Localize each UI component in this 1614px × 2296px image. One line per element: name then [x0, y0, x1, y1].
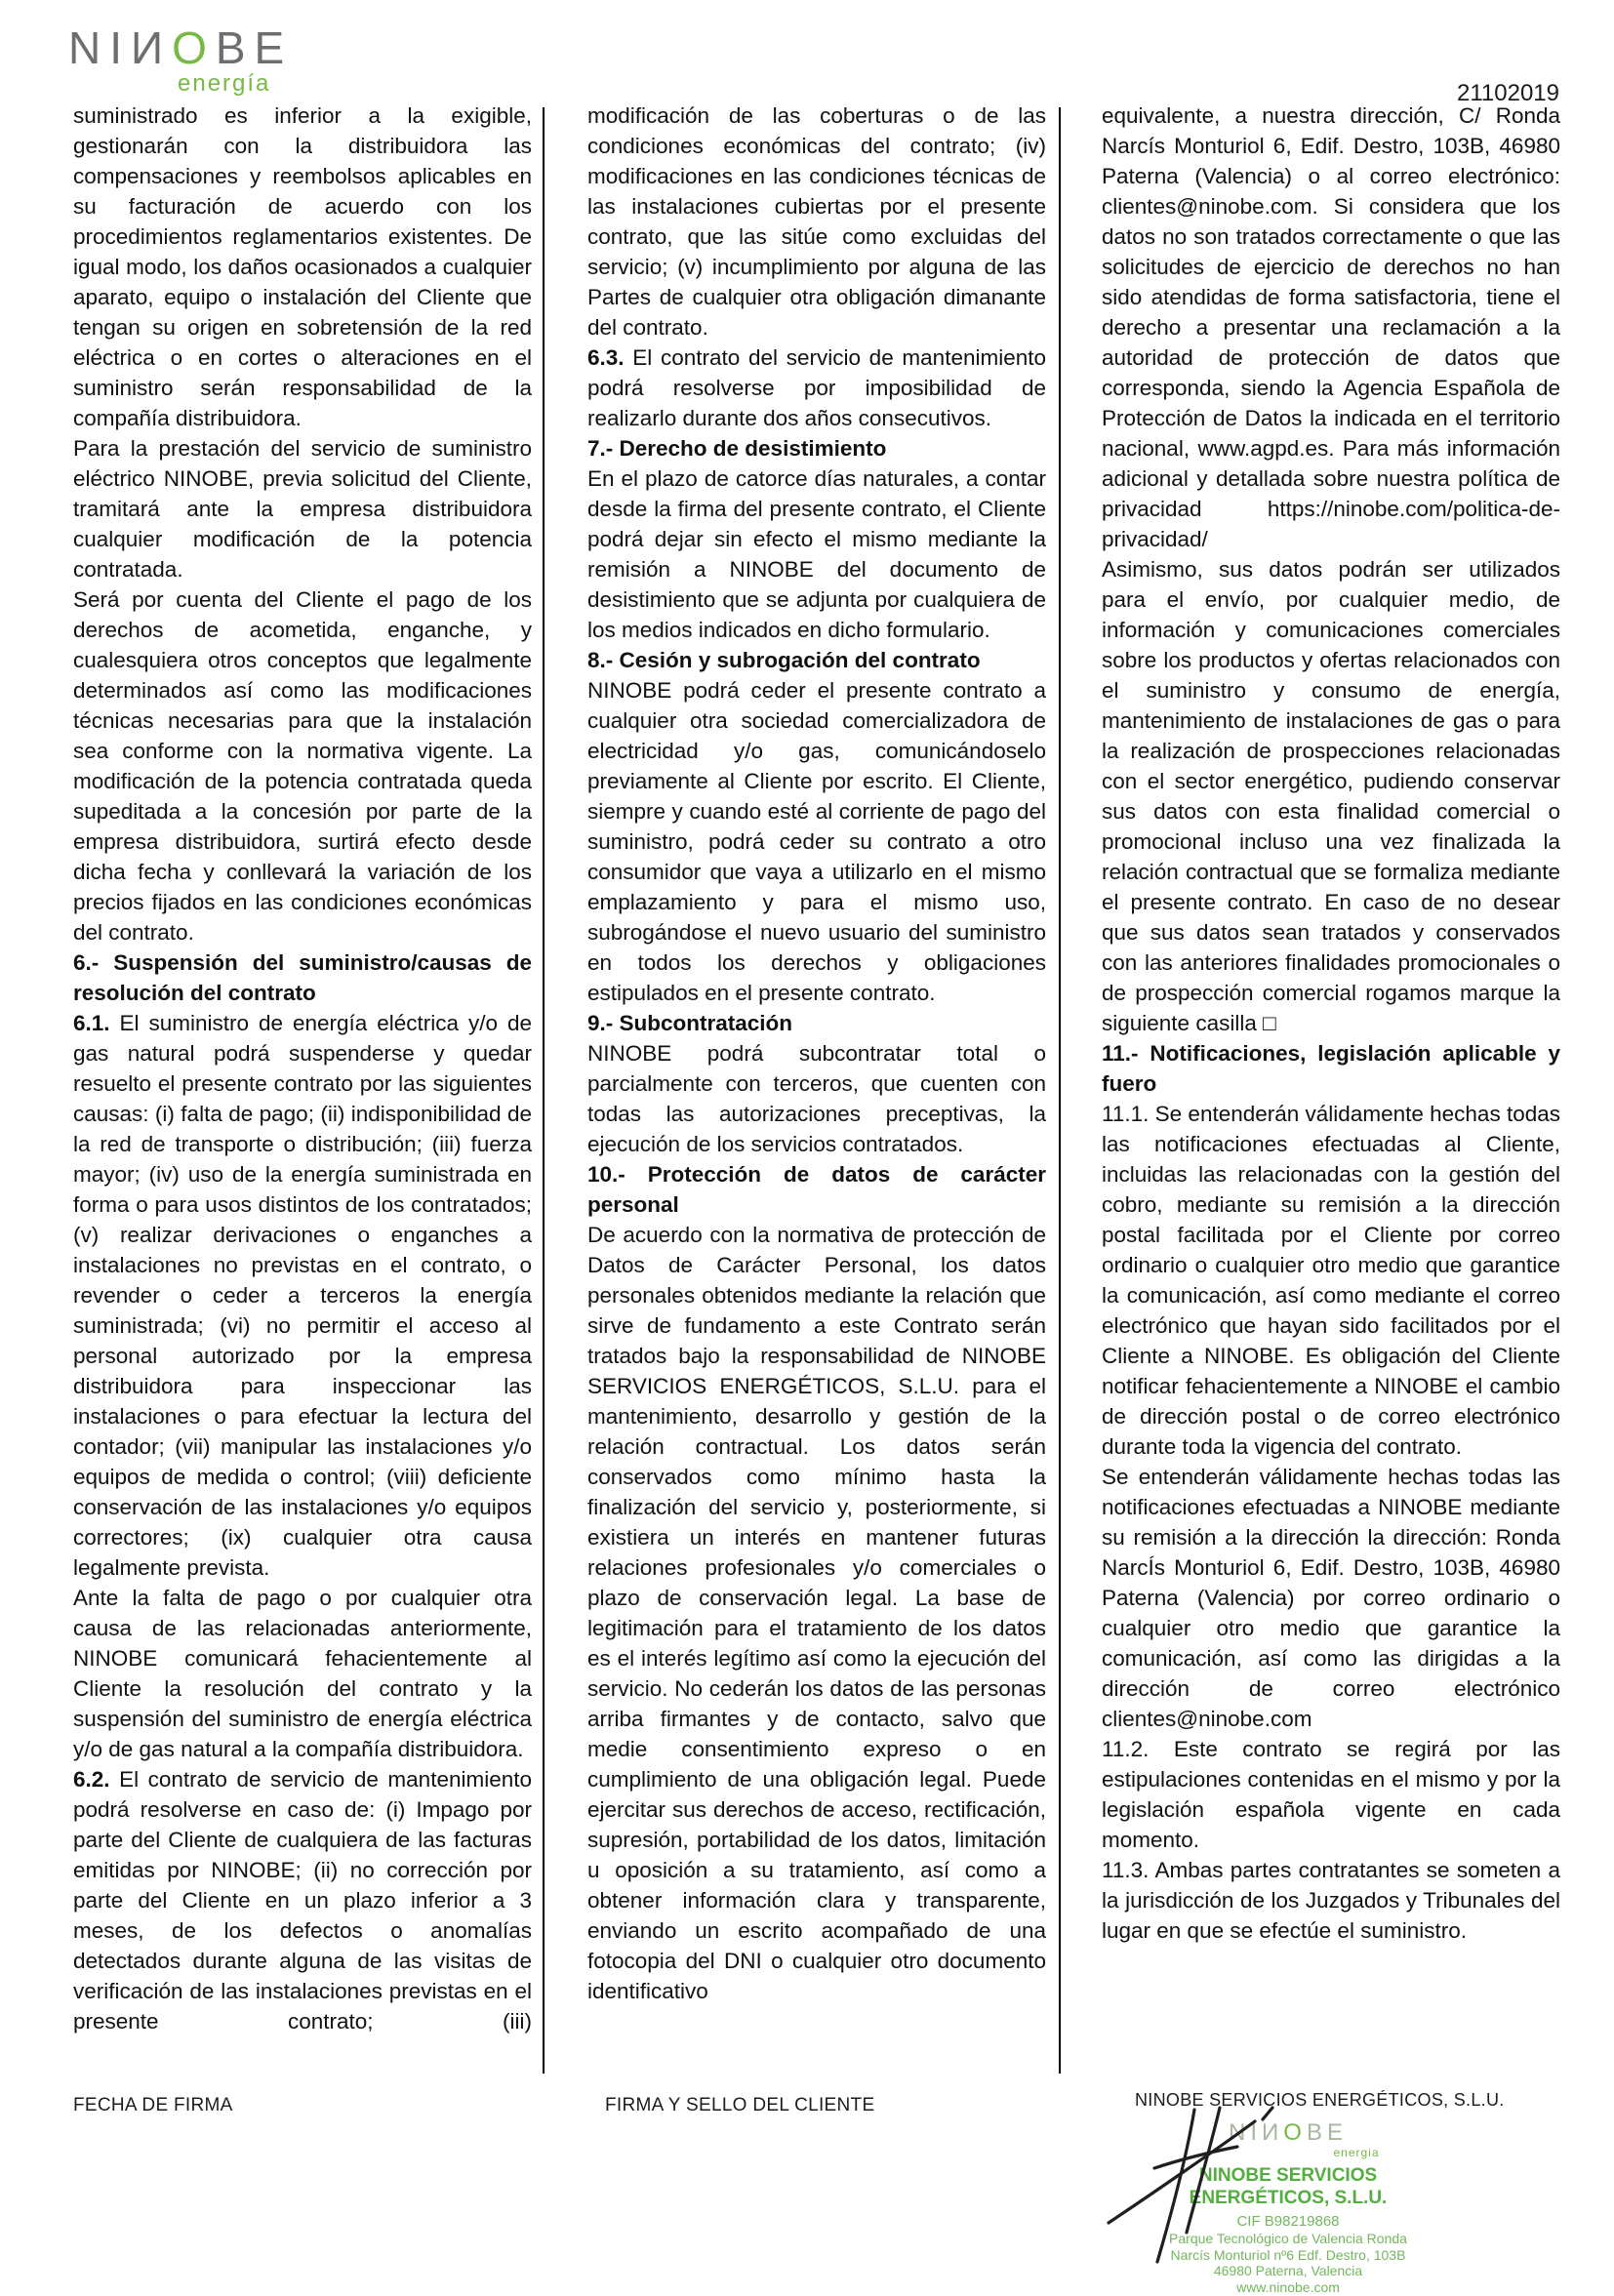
paragraph: 11.3. Ambas partes contratantes se someten a la jurisdicción de los Juzgados y Tribunales del lugar en que se efectúe el suministro.: [1102, 1858, 1560, 1943]
paragraph: 11.1. Se entenderán válidamente hechas todas las notificaciones efectuadas al Cliente, incluidas las relacionadas con la gestión del cobro, mediante su remisión a la dirección postal facilitada por el Cliente por correo ordinario o cualquier otro medio que garantice la comunicación, así como mediante el correo electrónico que hayan sido facilitados por el Cliente a NINOBE. Es obligación del Cliente notificar fehacientemente a NINOBE el cambio de dirección postal o de correo electrónico durante toda la vigencia del contrato.: [1102, 1102, 1560, 1459]
paragraph: Para la prestación del servicio de suministro eléctrico NINOBE, previa solicitud del Cliente, tramitará ante la empresa distribuidora cualquier modificación de la potencia contratada.: [73, 436, 532, 582]
logo-subtitle: energía: [178, 70, 271, 97]
paragraph: 11.2. Este contrato se regirá por las estipulaciones contenidas en el mismo y por la legislación española vigente en cada momento.: [1102, 1737, 1560, 1852]
paragraph: 6.1. El suministro de energía eléctrica y/o de gas natural podrá suspenderse y quedar resuelto el presente contrato por las siguientes causas: (i) falta de pago; (ii) indisponibilidad de la red de transporte o distribución; (iii) fuerza mayor; (iv) uso de la energía suministrada en forma o para usos distintos de los contratados; (v) realizar derivaciones o enganches a instalaciones no previstas en el contrato, o revender o ceder a terceros la energía suministrada; (vi) no permitir el acceso al personal autorizado por la empresa distribuidora para inspeccionar las instalaciones o para efectuar la lectura del contador; (vii) manipular las instalaciones y/o equipos de medida o control; (viii) deficiente conservación de las instalaciones y/o equipos correctores; (ix) cualquier otra causa legalmente prevista.: [73, 1011, 532, 1580]
paragraph: NINOBE podrá subcontratar total o parcialmente con terceros, que cuenten con todas las autorizaciones preceptivas, la ejecución de los servicios contratados.: [587, 1041, 1046, 1156]
stamp-logo-subtitle: energia: [1333, 2145, 1380, 2159]
paragraph: NINOBE podrá ceder el presente contrato a cualquier otra sociedad comercializadora de electricidad y/o gas, comunicándoselo previamente al Cliente por escrito. El Cliente, siempre y cuando esté al corriente de pago del suministro, podrá ceder su contrato a otro consumidor que vaya a utilizarlo en el mismo emplazamiento y para el mismo uso, subrogándose el nuevo usuario del suministro en todos los derechos y obligaciones estipulados en el presente contrato.: [587, 678, 1046, 1005]
stamp-address-line-2: Narcís Monturiol nº6 Edf. Destro, 103B: [1170, 2246, 1406, 2263]
section-heading: 8.- Cesión y subrogación del contrato: [587, 648, 981, 672]
section-heading: 10.- Protección de datos de carácter personal: [587, 1162, 1046, 1217]
column-3: [1102, 101, 1560, 1946]
company-signature-label: NINOBE SERVICIOS ENERGÉTICOS, S.L.U.: [1135, 2090, 1505, 2110]
document-date: 21102019: [1457, 80, 1559, 106]
paragraph: Será por cuenta del Cliente el pago de los derechos de acometida, enganche, y cualesquiera otros conceptos que legalmente determinados así como las modificaciones técnicas necesarias para que la instalación sea conforme con la normativa vigente. La modificación de la potencia contratada queda supeditada a la concesión por parte de la empresa distribuidora, surtirá efecto desde dicha fecha y conllevará la variación de los precios fijados en las condiciones económicas del contrato.: [73, 587, 532, 945]
company-logo: [68, 22, 294, 97]
signature-date-label: FECHA DE FIRMA: [73, 2095, 233, 2115]
stamp-address-line-1: Parque Tecnológico de Valencia Ronda: [1169, 2230, 1407, 2246]
clause-number: 6.3.: [587, 345, 633, 370]
section-heading: 11.- Notificaciones, legislación aplicable y fuero: [1102, 1041, 1560, 1096]
column-2: [587, 101, 1046, 2006]
column-1: [73, 101, 532, 2036]
paragraph: Se entenderán válidamente hechas todas las notificaciones efectuadas a NINOBE mediante su remisión a la dirección la dirección: Ronda NarcÍs Monturiol 6, Edif. Destro, 103B, 46980 Paterna (Valencia) por correo ordinario o cualquier otro medio que garantice la comunicación, así como las dirigidas a la dirección de correo electrónico clientes@ninobe.com: [1102, 1465, 1560, 1731]
stamp-cif: CIF B98219868: [1236, 2212, 1340, 2230]
paragraph: suministrado es inferior a la exigible, gestionarán con la distribuidora las compensaciones y reembolsos aplicables en su facturación de acuerdo con los procedimientos reglamentarios existentes. De igual modo, los daños ocasionados a cualquier aparato, equipo o instalación del Cliente que tengan su origen en sobretensión de la red eléctrica o en cortes o alteraciones en el suministro serán responsabilidad de la compañía distribuidora.: [73, 103, 532, 430]
paragraph: 6.3. El contrato del servicio de mantenimiento podrá resolverse por imposibilidad de realizarlo durante dos años consecutivos.: [587, 345, 1047, 430]
paragraph: 6.2. El contrato de servicio de mantenimiento podrá resolverse en caso de: (i) Impago por parte del Cliente de cualquiera de las facturas emitidas por NINOBE; (ii) no corrección por parte del Cliente en un plazo inferior a 3 meses, de los defectos o anomalías detectados durante alguna de las visitas de verificación de las instalaciones previstas en el presente contrato; (iii): [73, 1767, 532, 2034]
clause-number: 6.2.: [73, 1767, 120, 1792]
section-heading: 9.- Subcontratación: [587, 1011, 793, 1035]
stamp-logo: NIИOBE: [1229, 2119, 1348, 2146]
paragraph: equivalente, a nuestra dirección, C/ Ronda Narcís Monturiol 6, Edif. Destro, 103B, 46980 Paterna (Valencia) o al correo electrónico: clientes@ninobe.com. Si considera que los datos no son tratados correctamente o que las solicitudes de ejercicio de derechos no han sido atendidas de forma satisfactoria, tiene el derecho a presentar una reclamación a la autoridad de protección de datos que corresponda, siendo la Agencia Española de Protección de Datos la indicada en el territorio nacional, www.agpd.es. Para más información adicional y detallada sobre nuestra política de privacidad https://ninobe.com/politica-de-privacidad/: [1102, 103, 1560, 551]
logo-wordmark: NIИOBE: [68, 22, 294, 73]
paragraph: De acuerdo con la normativa de protección de Datos de Carácter Personal, los datos personales obtenidos mediante la relación que sirve de fundamento a este Contrato serán tratados bajo la responsabilidad de NINOBE SERVICIOS ENERGÉTICOS, S.L.U. para el mantenimiento, desarrollo y gestión de la relación contractual. Los datos serán conservados como mínimo hasta la finalización del servicio y, posteriormente, si existiera un interés en mantener futuras relaciones profesionales y/o comerciales o plazo de conservación legal. La base de legitimación para el tratamiento de los datos es el interés legítimo así como la ejecución del servicio. No cederán los datos de las personas arriba firmantes y de contacto, salvo que medie consentimiento expreso o en cumplimiento de una obligación legal. Puede ejercitar sus derechos de acceso, rectificación, supresión, portabilidad de los datos, limitación u oposición a su tratamiento, así como a obtener información clara y transparente, enviando un escrito acompañado de una fotocopia del DNI o cualquier otro documento identificativo: [587, 1223, 1046, 2003]
handwritten-signature: [1101, 2098, 1393, 2269]
clause-number: 6.1.: [73, 1011, 120, 1035]
column-separator-2: [1059, 107, 1061, 2074]
paragraph: Ante la falta de pago o por cualquier otra causa de las relacionadas anteriormente, NINOBE comunicará fehacientemente al Cliente la resolución del contrato y la suspensión del suministro de energía eléctrica y/o de gas natural a la compañía distribuidora.: [73, 1586, 532, 1761]
client-signature-label: FIRMA Y SELLO DEL CLIENTE: [605, 2095, 875, 2115]
stamp-address-line-3: 46980 Paterna, Valencia: [1213, 2263, 1363, 2279]
section-heading: 7.- Derecho de desistimiento: [587, 436, 887, 461]
section-heading: 6.- Suspensión del suministro/causas de resolución del contrato: [73, 950, 532, 1005]
paragraph: En el plazo de catorce días naturales, a contar desde la firma del presente contrato, el Cliente podrá dejar sin efecto el mismo mediante la remisión a NINOBE del documento de desistimiento que se adjunta por cualquiera de los medios indicados en dicho formulario.: [587, 466, 1046, 642]
paragraph: modificación de las coberturas o de las condiciones económicas del contrato; (iv) modificaciones en las condiciones técnicas de las instalaciones cubiertas por el presente contrato, que las sitúe como excluidas del servicio; (v) incumplimiento por alguna de las Partes de cualquier otra obligación dimanante del contrato.: [587, 103, 1046, 340]
stamp-logo-o-green: O: [1283, 2119, 1307, 2146]
stamp-website: www.ninobe.com: [1236, 2279, 1340, 2296]
stamp-company-name: NINOBE SERVICIOS ENERGÉTICOS, S.L.U.: [1189, 2165, 1388, 2208]
logo-o-green: O: [172, 22, 216, 73]
paragraph: Asimismo, sus datos podrán ser utilizados para el envío, por cualquier medio, de información y comunicaciones comerciales sobre los productos y ofertas relacionados con el suministro y consumo de energía, mantenimiento de instalaciones de gas o para la realización de prospecciones relacionadas con el sector energético, pudiendo conservar sus datos con esta finalidad comercial o promocional incluso una vez finalizada la relación contractual que se formaliza mediante el presente contrato. En caso de no desear que sus datos sean tratados y conservados con las anteriores finalidades promocionales o de prospección comercial rogamos marque la siguiente casilla □: [1102, 557, 1560, 1035]
column-separator-1: [543, 107, 545, 2074]
